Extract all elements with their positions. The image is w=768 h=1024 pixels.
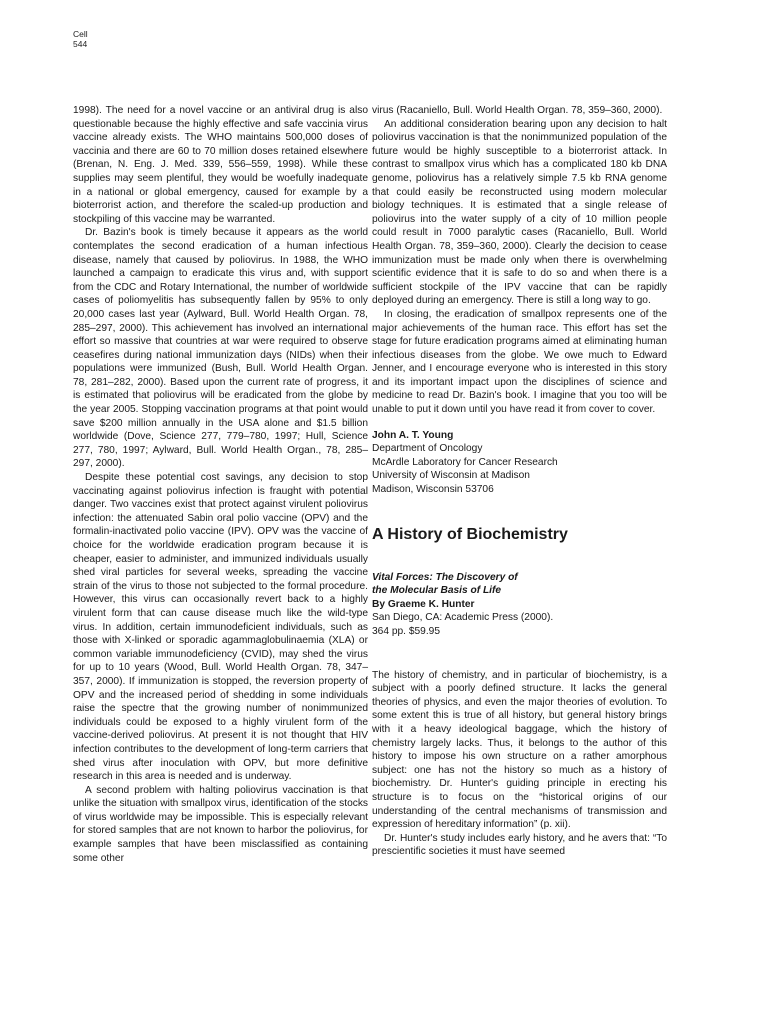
body-paragraph: In closing, the eradication of smallpox represents one of the major achievements of the human race. This effort has set the stage for future eradication programs aimed at eliminating human infectious diseases from the globe. We owe much to Edward Jenner, and I encourage everyone who is interested in this story and its important impact upon the disciplines of science and medicine to read Dr. Bazin's book. I imagine that you too will be unable to put it down until you have read it from cover to cover.: [372, 308, 667, 416]
book-title: the Molecular Basis of Life: [372, 585, 502, 597]
body-paragraph: A second problem with halting poliovirus vaccination is that unlike the situation with smallpox virus, identification of the stocks of virus worldwide may be impossible. This is especially relevant for stored samples that are not known to harbor the poliovirus, for example samples that have been misclassified as containing some other: [73, 784, 369, 864]
author-affiliation: University of Wisconsin at Madison: [372, 470, 530, 482]
page-number: 544: [73, 38, 88, 49]
book-publisher: San Diego, CA: Academic Press (2000).: [372, 612, 554, 624]
author-address: Madison, Wisconsin 53706: [372, 484, 494, 496]
author-affiliation: McArdle Laboratory for Cancer Research: [372, 456, 558, 468]
book-info: [372, 571, 667, 639]
right-column: [372, 104, 667, 859]
body-paragraph: Dr. Bazin's book is timely because it appears as the world contemplates the second eradication of a human infectious disease, namely that caused by poliovirus. In 1988, the WHO launched a campaign to eradicate this virus and, with support from the CDC and Rotary International, the number of worldwide cases of poliomyelitis has subsequently fallen by 95% to only 20,000 cases last year (Aylward, Bull. World Health Organ. 78, 285–297, 2000). This achievement has involved an international effort so massive that countries at war were required to observe ceasefires during national immunization days (NIDs) when their populations were immunized (Bush, Bull. World Health Organ. 78, 281–282, 2000). Based upon the current rate of progress, it is estimated that poliovirus will be eradicated from the globe by the year 2005. Stopping vaccination programs at that point would save $200 million annually in the USA alone and $1.5 billion worldwide (Dove, Science 277, 779–780, 1997; Hull, Science 277, 780, 1997; Aylward, Bull. World Health Organ., 78, 285–297, 2000).: [73, 227, 368, 470]
body-paragraph: Despite these potential cost savings, any decision to stop vaccinating against poliovirus infection is fraught with potential danger. Two vaccines exist that protect against virulent poliovirus infection: the attenuated Sabin oral polio vaccine (OPV) and the formalin-inactivated polio vaccine (IPV). OPV was the vaccine of choice for the worldwide eradication program because it is cheaper, easier to administer, and immunized individuals usually shed viral particles for several weeks, spreading the vaccine strain of the virus to those not subjected to the formal procedure. However, this virus can occasionally revert back to a highly virulent form that can cause disease much like the wild-type virus. In addition, certain immunodeficient individuals, such as those with X-linked or sporadic agammaglobulinaemia (XLA) or common variable immunodeficiency (CVID), may shed the virus for up to 10 years (Wood, Bull. World Health Organ. 78, 347–357, 2000). If immunization is stopped, the reversion property of OPV and the increased period of shedding in some individuals raise the spectre that the growing number of nonimmunized individuals could be exposed to a highly virulent form of the vaccine-derived poliovirus. At present it is not thought that HIV infection contributes to the development of long-term carriers that shed virus after inoculation with OPV, but more definitive research in this area is needed and is underway.: [73, 472, 368, 783]
body-paragraph: virus (Racaniello, Bull. World Health Organ. 78, 359–360, 2000).: [372, 105, 663, 116]
author-affiliation: Department of Oncology: [372, 443, 483, 455]
body-paragraph: An additional consideration bearing upon any decision to halt poliovirus vaccination is that the nonimmunized population of the future would be highly susceptible to a bioterrorist attack. In contrast to smallpox virus which has a complicated 180 kb DNA genome, poliovirus has a relatively simple 7.5 kb RNA genome that could easily be reconstructed using modern molecular biology techniques. It is estimated that a single release of poliovirus into the water supply of a city of 10 million people could result in 7000 paralytic cases (Racaniello, Bull. World Health Organ. 78, 359–360, 2000). Clearly the decision to cease immunization must be made only when there is overwhelming scientific evidence that it is safe to do so and when there is a sufficient stockpile of the IPV vaccine that can be rapidly deployed during an emergency. There is still a long way to go.: [372, 118, 667, 307]
running-header: [73, 30, 88, 49]
journal-name: Cell: [73, 29, 88, 39]
book-details: 364 pp. $59.95: [372, 626, 440, 637]
body-paragraph: Dr. Hunter's study includes early history, and he avers that: “To prescientific societies it must have seemed: [372, 832, 667, 858]
book-title: Vital Forces: The Discovery of: [372, 571, 518, 583]
body-paragraph: 1998). The need for a novel vaccine or an antiviral drug is also questionable because the highly effective and safe vaccinia virus vaccine already exists. The WHO maintains 500,000 doses of vaccinia and there are 60 to 70 million doses retained elsewhere (Brenan, N. Eng. J. Med. 339, 556–559, 1998). While these supplies may seem plentiful, they would be woefully inadequate in a national or global emergency, caused for example by a bioterrorist action, and therefore the scaled-up production and stockpiling of this vaccine may be warranted.: [73, 105, 368, 225]
body-paragraph: The history of chemistry, and in particular of biochemistry, is a subject with a poorly defined structure. It lacks the general theories of physics, and even the major theories of evolution. To some extent this is true of all history, but general history brings with it a heavy ideological baggage, which the history of chemistry largely lacks. Thus, it belongs to the author of this history to impose his own structure on a rather amorphous subject: one has not the history so much as a history of biochemistry. Dr. Hunter's guiding principle in erecting his structure is to focus on the “historical origins of our understanding of the central mechanisms of transmission and expression of hereditary information” (p. xii).: [372, 669, 667, 831]
book-author: By Graeme K. Hunter: [372, 598, 475, 610]
left-column: [73, 104, 368, 865]
author-name: John A. T. Young: [372, 429, 454, 441]
review-heading: A History of Biochemistry: [372, 525, 568, 543]
review-body: [372, 669, 667, 859]
author-signature: [372, 429, 667, 497]
